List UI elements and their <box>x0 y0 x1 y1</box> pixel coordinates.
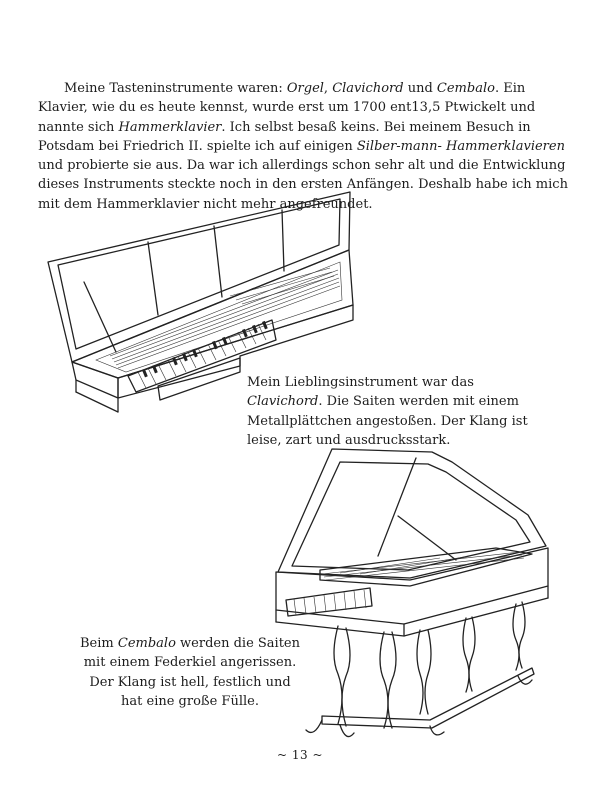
term-clavichord-caption: Clavichord <box>247 394 319 410</box>
term-clavichord: Clavichord <box>332 81 404 96</box>
term-cembalo: Cembalo <box>436 81 495 96</box>
term-silbermann: Silber-mann- Hammerklavieren <box>356 138 565 154</box>
term-orgel: Orgel <box>286 81 324 96</box>
intro-paragraph: Meine Tasteninstrumente waren: Orgel, Clavichord und Cembalo. Ein Klavier, wie du es heute kennst, wurde erst um 1700 ent13,5 Ptwickelt und nannte sich Hammerklavier. Ich selbst besaß keins. Bei meinem Besuch in Potsdam bei Friedrich II. spielte ich auf einigen Silber-mann- Hammerklavieren und probierte sie aus. Da war ich allerdings schon sehr alt und die Entwicklung dieses Instruments steckte noch in den ersten Anfängen. Deshalb habe ich mich mit dem Hammerklavier nicht mehr angefreundet. <box>38 81 568 212</box>
term-cembalo-caption: Cembalo <box>117 636 176 651</box>
page-number: ~ 13 ~ <box>276 748 323 762</box>
clavichord-caption: Mein Lieblingsinstrument war das Clavichord. Die Saiten werden mit einem Metallplättchen angestoßen. Der Klang ist leise, zart und ausdrucksstark. <box>247 375 528 448</box>
cembalo-caption: Beim Cembalo werden die Saiten mit einem Federkiel angerissen. Der Klang ist hell, festlich und hat eine große Fülle. <box>80 636 301 709</box>
term-hammerklavier: Hammerklavier <box>118 119 222 135</box>
